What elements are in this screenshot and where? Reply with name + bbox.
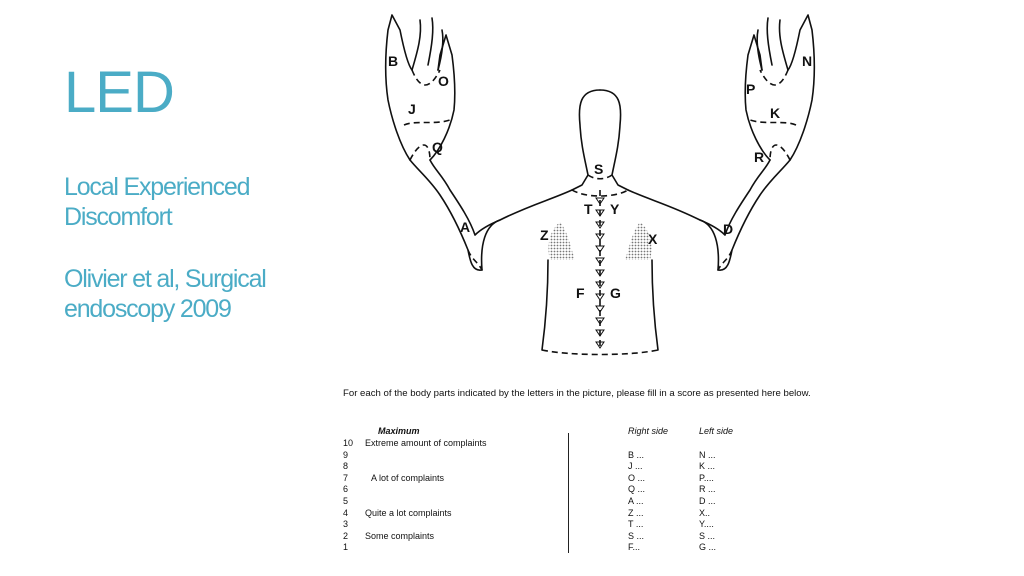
scale-row — [343, 519, 365, 529]
region-letter: Y — [610, 201, 620, 217]
left-side-item: P.... — [699, 473, 714, 483]
arm-outline — [700, 160, 770, 235]
torso-outline — [542, 260, 548, 350]
citation-line: endoscopy 2009 — [64, 295, 231, 323]
scale-number: 5 — [343, 496, 349, 506]
left-side-item: R ... — [699, 484, 716, 494]
left-side-label: Left side — [699, 426, 734, 436]
region-letter: J — [408, 101, 416, 117]
region-letter: R — [754, 149, 765, 165]
questionnaire-instruction: For each of the body parts indicated by the letters in the picture, please fill in a score as presented here below. — [343, 388, 811, 399]
region-letter: B — [388, 53, 399, 69]
scale-number: 6 — [343, 484, 349, 494]
scale-row — [343, 461, 365, 471]
right-side-item: S ... — [628, 531, 645, 541]
scale-row — [343, 450, 365, 460]
scale-text: Quite a lot complaints — [365, 508, 452, 518]
right-side-item: J ... — [628, 461, 643, 471]
region-letter: G — [610, 285, 621, 301]
left-side-item: G ... — [699, 542, 717, 552]
left-side-item: X.. — [699, 508, 711, 518]
region-letter: T — [584, 201, 593, 217]
slide-subtitle — [64, 172, 324, 232]
hand-outline — [412, 18, 443, 70]
hand-outline — [386, 15, 412, 160]
slide-title: LED — [64, 60, 174, 125]
region-letter: X — [648, 231, 658, 247]
scale-row — [343, 484, 365, 494]
right-side-item: Z ... — [628, 508, 644, 518]
region-border — [770, 145, 790, 160]
region-letter: K — [770, 105, 781, 121]
hand-outline — [788, 15, 814, 160]
scale-row — [343, 531, 434, 541]
region-letter: D — [723, 221, 734, 237]
region-border — [410, 145, 430, 160]
region-letter: P — [746, 81, 756, 97]
arm-outline — [718, 160, 790, 270]
region-letter: S — [594, 161, 604, 177]
scale-row — [343, 542, 365, 552]
scale-row — [343, 438, 487, 448]
subtitle-line: Discomfort — [64, 203, 172, 231]
left-side-item: Y.... — [699, 519, 714, 529]
arm-outline — [410, 160, 482, 270]
left-side-item: D ... — [699, 496, 716, 506]
subtitle-line: Local Experienced — [64, 173, 250, 201]
head-outline — [600, 90, 628, 190]
scale-number: 7 — [343, 473, 349, 483]
region-letter: A — [460, 219, 471, 235]
spine-marker — [596, 306, 604, 312]
spine-marker — [596, 246, 604, 252]
scale-number: 8 — [343, 461, 349, 471]
region-border — [404, 120, 450, 125]
left-side-item: N ... — [699, 450, 716, 460]
torso-outline — [652, 260, 658, 350]
right-side-label: Right side — [628, 426, 669, 436]
region-letter: O — [438, 73, 449, 89]
column-divider — [568, 433, 569, 553]
region-border — [760, 70, 788, 85]
scale-number: 3 — [343, 519, 349, 529]
right-side-item: O ... — [628, 473, 646, 483]
region-letter: N — [802, 53, 813, 69]
body-diagram — [370, 10, 840, 360]
right-side-item: F... — [628, 542, 641, 552]
hand-outline — [745, 35, 770, 160]
scale-number: 2 — [343, 531, 349, 541]
region-letter: Z — [540, 227, 549, 243]
region-border — [412, 70, 440, 85]
scale-text: A lot of complaints — [371, 473, 445, 483]
scale-number: 9 — [343, 450, 349, 460]
right-side-item: Q ... — [628, 484, 646, 494]
scale-number: 10 — [343, 438, 354, 448]
slide-citation — [64, 264, 324, 324]
hand-outline — [757, 18, 788, 70]
maximum-label: Maximum — [378, 426, 420, 436]
region-border — [542, 350, 658, 355]
right-side-item: B ... — [628, 450, 645, 460]
scale-row — [343, 496, 365, 506]
scale-text: Extreme amount of complaints — [365, 438, 487, 448]
shaded-area — [548, 222, 575, 260]
region-letter: F — [576, 285, 585, 301]
scale-row — [343, 508, 452, 518]
left-side-item: K ... — [699, 461, 716, 471]
scale-number: 1 — [343, 542, 349, 552]
region-letter: Q — [432, 139, 443, 155]
scale-row — [343, 473, 444, 483]
left-side-item: S ... — [699, 531, 716, 541]
citation-line: Olivier et al, Surgical — [64, 265, 266, 293]
right-side-item: A ... — [628, 496, 644, 506]
scale-number: 4 — [343, 508, 349, 518]
right-side-item: T ... — [628, 519, 644, 529]
scale-text: Some complaints — [365, 531, 435, 541]
